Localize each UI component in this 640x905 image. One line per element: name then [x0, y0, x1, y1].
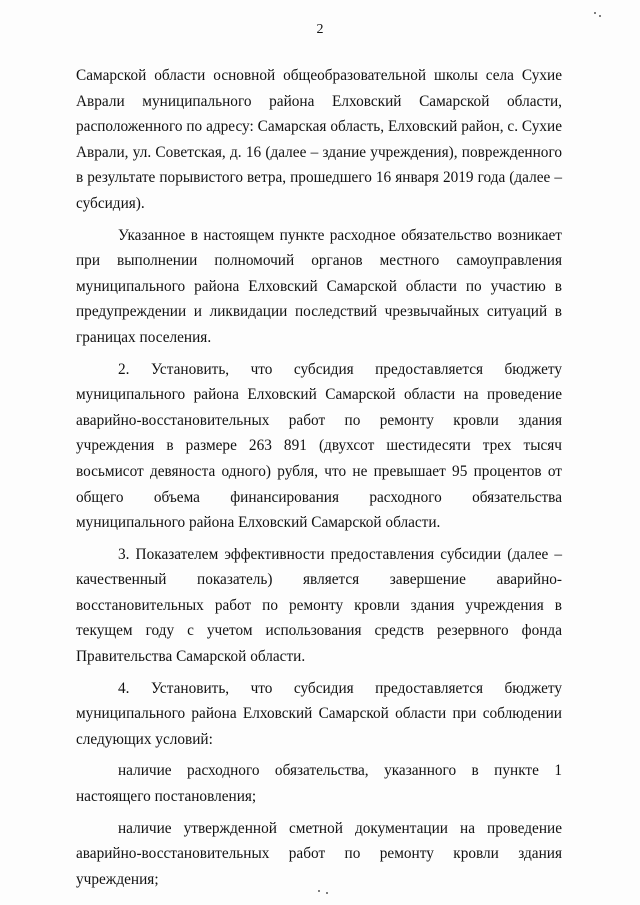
scan-speck	[318, 890, 320, 892]
scan-speck	[599, 15, 601, 17]
page-number: 2	[316, 22, 324, 37]
paragraph-obligation: Указанное в настоящем пункте расходное обязательство возникает при выполнении полномочий органов местного самоуправления муниципального района Елховский Самарской области по участию в предупреждении и ликвидации последствий чрезвычайных ситуаций в границах поселения.	[76, 226, 562, 346]
scan-speck	[594, 12, 596, 14]
paragraph-condition-1: наличие расходного обязательства, указанного в пункте 1 настоящего постановления;	[76, 762, 562, 806]
paragraph-item-2: 2. Установить, что субсидия предоставляется бюджету муниципального района Елховский Самарской области на проведение аварийно-восстановительных работ по ремонту кровли здания учреждения в размере 263 891 (двухсот шестидесяти трех тысяч восьмисот девяноста одного) рубля, что не превышает 95 процентов от общего объема финансирования расходного обязательства муниципального района Елховский Самарской области.	[76, 360, 562, 532]
scan-speck	[326, 892, 328, 894]
paragraph-item-3: 3. Показателем эффективности предоставления субсидии (далее – качественный показатель) является завершение аварийно-восстановительных работ по ремонту кровли здания учреждения в текущем году с учетом использования средств резервного фонда Правительства Самарской области.	[76, 545, 562, 666]
paragraph-condition-2: наличие утвержденной сметной документации на проведение аварийно-восстановительных работ по ремонту кровли здания учреждения;	[76, 819, 562, 888]
paragraph-continuation: Самарской области основной общеобразовательной школы села Сухие Аврали муниципального района Елховский Самарской области, расположенного по адресу: Самарская область, Елховский район, с. Сухие Аврали, ул. Советская, д. 16 (далее – здание учреждения), поврежденного в результате порывистого ветра, прошедшего 16 января 2019 года (далее – субсидия).	[76, 67, 562, 212]
paragraph-item-4: 4. Установить, что субсидия предоставляется бюджету муниципального района Елховский Самарской области при соблюдении следующих условий:	[76, 679, 562, 748]
document-body	[76, 63, 562, 892]
